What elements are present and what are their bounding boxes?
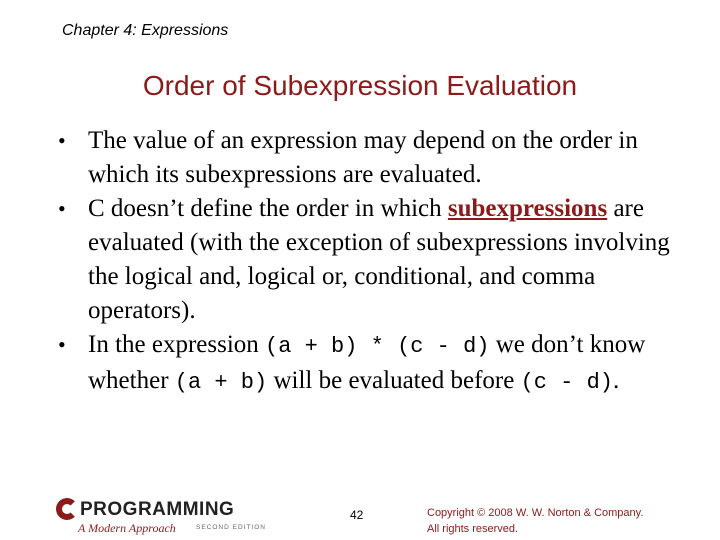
slide-title-text: Order of Subexpression Evaluation [142, 70, 578, 101]
book-logo [56, 496, 271, 540]
bullet-text: In the expression [88, 331, 266, 358]
page-number: 42 [350, 508, 364, 522]
chapter-header: Chapter 4: Expressions [62, 22, 229, 39]
bullet-text-post: are evaluated (with the exception of subexpressions involving the logical and, logical or, conditional, and comma operators). [88, 195, 670, 324]
copyright-line: All rights reserved. [427, 523, 519, 535]
code-expression: (c - d) [520, 370, 613, 395]
subexpressions-link[interactable]: subexpressions [447, 195, 608, 222]
copyright-line: Copyright © 2008 W. W. Norton & Company. [427, 507, 644, 519]
bullet-item [58, 124, 683, 192]
bullet-dot: • [58, 128, 66, 153]
code-expression: (a + b) [174, 370, 268, 395]
logo-subtitle: A Modern Approach [78, 521, 176, 535]
copyright [427, 505, 687, 537]
c-logo-icon [56, 498, 78, 520]
bullet-text-pre: C doesn’t define the order in which [88, 195, 448, 222]
bullet-list [58, 124, 683, 400]
bullet-text: The value of an expression may depend on the order in which its subexpressions are evaluated. [88, 127, 638, 188]
bullet-item [58, 192, 683, 328]
bullet-item [58, 328, 683, 400]
bullet-dot: • [58, 332, 66, 357]
bullet-dot: • [58, 196, 66, 221]
bullet-text: . [612, 367, 620, 394]
bullet-text: we don’t know whether [88, 331, 646, 394]
logo-brand: PROGRAMMING [80, 499, 235, 520]
logo-edition: SECOND EDITION [196, 524, 266, 531]
slide-title [0, 70, 720, 102]
code-expression: (a + b) * (c - d) [265, 334, 490, 359]
bullet-text: will be evaluated before [267, 367, 521, 394]
